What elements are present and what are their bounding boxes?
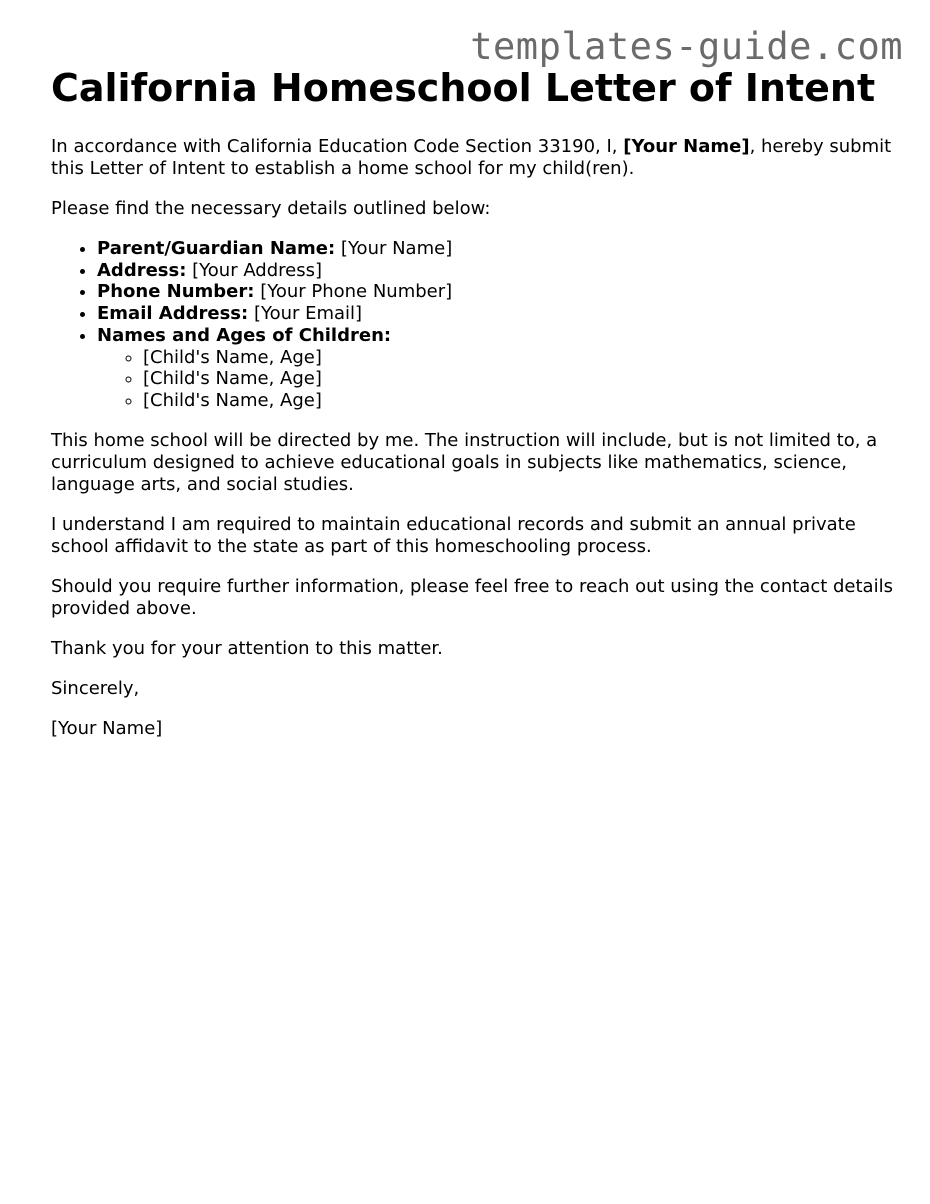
detail-label: Email Address: bbox=[97, 303, 249, 325]
signature-name: [Your Name] bbox=[51, 717, 163, 739]
detail-phone bbox=[97, 281, 901, 303]
detail-address bbox=[97, 260, 901, 282]
intro-paragraph bbox=[51, 136, 901, 180]
intro-name-placeholder: [Your Name] bbox=[623, 136, 750, 157]
detail-value: [Your Phone Number] bbox=[254, 281, 453, 303]
details-intro: Please find the necessary details outlined below: bbox=[51, 198, 491, 219]
detail-label: Address: bbox=[97, 259, 187, 281]
intro-text-after: , hereby submit this Letter of Intent to establish a home school for my child(ren). bbox=[51, 136, 892, 179]
detail-label: Parent/Guardian Name: bbox=[97, 238, 336, 259]
detail-email bbox=[97, 303, 901, 325]
instruction-paragraph: This home school will be directed by me. The instruction will include, but is not limited to, a curriculum designed to achieve educational goals in subjects like mathematics, science, language arts, and social studies. bbox=[51, 429, 878, 495]
intro-text-before: In accordance with California Education Code Section 33190, I, bbox=[51, 136, 624, 157]
detail-label: Phone Number: bbox=[97, 281, 255, 303]
children-list bbox=[97, 347, 901, 412]
thanks-paragraph: Thank you for your attention to this matter. bbox=[51, 637, 443, 659]
details-list bbox=[51, 238, 901, 412]
detail-value: [Your Address] bbox=[186, 259, 323, 281]
detail-value: [Your Name] bbox=[335, 238, 453, 259]
detail-value: [Your Email] bbox=[248, 303, 363, 325]
closing-salutation: Sincerely, bbox=[51, 677, 140, 699]
watermark: templates-guide.com bbox=[470, 25, 903, 68]
document-title: California Homeschool Letter of Intent bbox=[51, 66, 876, 110]
detail-parent-name bbox=[97, 238, 901, 260]
child-item: ◦ [Child's Name, Age] bbox=[143, 347, 901, 369]
detail-children bbox=[97, 325, 901, 412]
letter-document bbox=[51, 66, 901, 740]
contact-paragraph: Should you require further information, please feel free to reach out using the contact details provided above. bbox=[51, 575, 893, 619]
child-item: ◦ [Child's Name, Age] bbox=[143, 368, 901, 390]
detail-label: Names and Ages of Children: bbox=[97, 324, 392, 346]
records-paragraph: I understand I am required to maintain educational records and submit an annual private school affidavit to the state as part of this homeschooling process. bbox=[51, 513, 856, 557]
child-item: ◦ [Child's Name, Age] bbox=[143, 390, 901, 412]
